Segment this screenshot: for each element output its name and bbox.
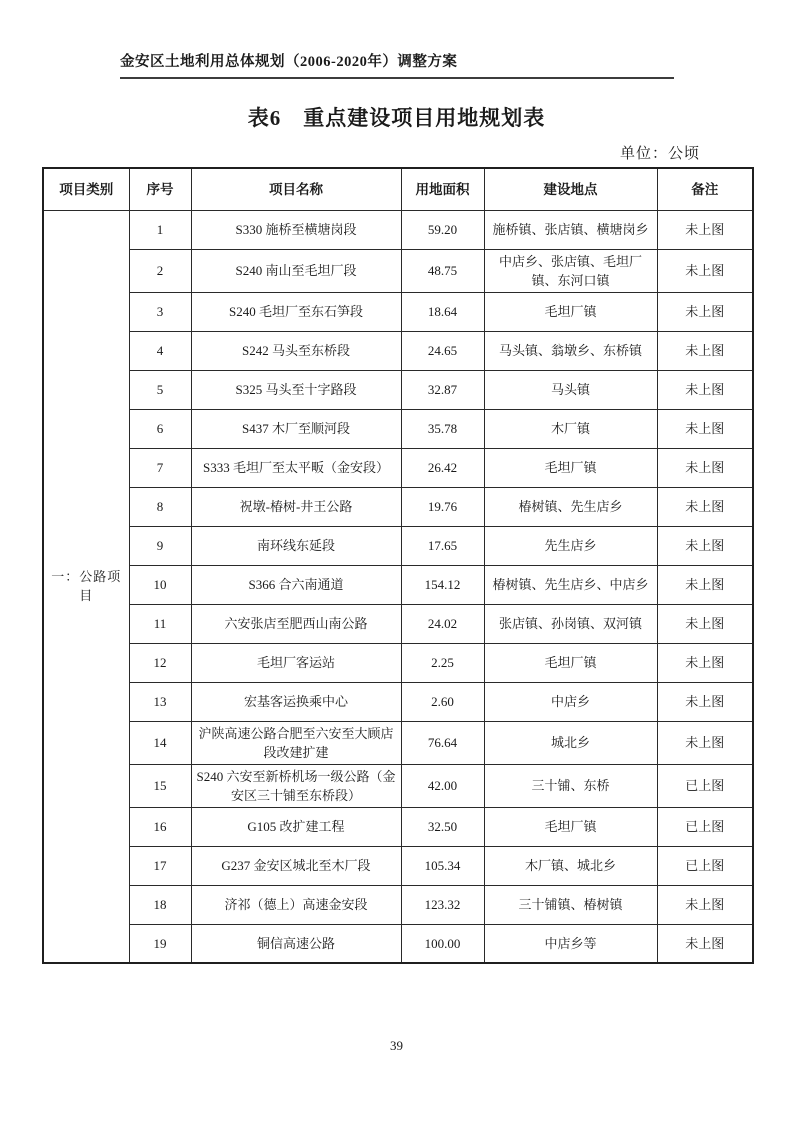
note-cell: 未上图 xyxy=(657,885,753,924)
note-cell: 未上图 xyxy=(657,526,753,565)
land-area-cell: 105.34 xyxy=(401,846,484,885)
location-cell: 中店乡、张店镇、毛坦厂镇、东河口镇 xyxy=(484,249,657,292)
note-cell: 已上图 xyxy=(657,846,753,885)
table-row xyxy=(43,604,753,643)
note-cell: 已上图 xyxy=(657,807,753,846)
location-cell: 先生店乡 xyxy=(484,526,657,565)
row-number-cell: 19 xyxy=(129,924,191,963)
table-row xyxy=(43,565,753,604)
project-name-cell: S242 马头至东桥段 xyxy=(191,331,401,370)
category-cell: 一：公路项目 xyxy=(43,210,129,963)
land-area-cell: 48.75 xyxy=(401,249,484,292)
note-cell: 未上图 xyxy=(657,409,753,448)
project-name-cell: G237 金安区城北至木厂段 xyxy=(191,846,401,885)
location-cell: 毛坦厂镇 xyxy=(484,292,657,331)
project-name-cell: S240 南山至毛坦厂段 xyxy=(191,249,401,292)
land-area-cell: 32.50 xyxy=(401,807,484,846)
project-name-cell: S330 施桥至横塘岗段 xyxy=(191,210,401,249)
table-row xyxy=(43,292,753,331)
note-cell: 未上图 xyxy=(657,487,753,526)
location-cell: 三十铺镇、椿树镇 xyxy=(484,885,657,924)
land-area-cell: 59.20 xyxy=(401,210,484,249)
row-number-cell: 8 xyxy=(129,487,191,526)
land-area-cell: 154.12 xyxy=(401,565,484,604)
unit-label: 单位：公顷 xyxy=(619,146,700,162)
row-number-cell: 17 xyxy=(129,846,191,885)
project-name-cell: 济祁（德上）高速金安段 xyxy=(191,885,401,924)
land-area-cell: 19.76 xyxy=(401,487,484,526)
row-number-cell: 18 xyxy=(129,885,191,924)
table-row xyxy=(43,526,753,565)
location-cell: 施桥镇、张店镇、横塘岗乡 xyxy=(484,210,657,249)
land-area-cell: 24.02 xyxy=(401,604,484,643)
location-cell: 马头镇 xyxy=(484,370,657,409)
row-number-cell: 16 xyxy=(129,807,191,846)
note-cell: 未上图 xyxy=(657,682,753,721)
location-cell: 张店镇、孙岗镇、双河镇 xyxy=(484,604,657,643)
location-cell: 城北乡 xyxy=(484,721,657,764)
col-header-number: 序号 xyxy=(129,168,191,210)
col-header-area: 用地面积 xyxy=(401,168,484,210)
location-cell: 毛坦厂镇 xyxy=(484,807,657,846)
table-row xyxy=(43,448,753,487)
table-row xyxy=(43,249,753,292)
land-area-cell: 26.42 xyxy=(401,448,484,487)
project-name-cell: 铜信高速公路 xyxy=(191,924,401,963)
row-number-cell: 10 xyxy=(129,565,191,604)
row-number-cell: 5 xyxy=(129,370,191,409)
note-cell: 未上图 xyxy=(657,643,753,682)
land-area-cell: 2.25 xyxy=(401,643,484,682)
note-cell: 未上图 xyxy=(657,370,753,409)
note-cell: 未上图 xyxy=(657,604,753,643)
land-area-cell: 18.64 xyxy=(401,292,484,331)
location-cell: 毛坦厂镇 xyxy=(484,643,657,682)
table-row xyxy=(43,409,753,448)
table-row xyxy=(43,210,753,249)
land-area-cell: 123.32 xyxy=(401,885,484,924)
row-number-cell: 13 xyxy=(129,682,191,721)
land-area-cell: 100.00 xyxy=(401,924,484,963)
project-name-cell: 沪陕高速公路合肥至六安至大顾店段改建扩建 xyxy=(191,721,401,764)
table-header xyxy=(43,168,753,210)
document-header-title: 金安区土地利用总体规划（2006-2020年）调整方案 xyxy=(120,50,674,79)
col-header-category: 项目类别 xyxy=(43,168,129,210)
land-area-cell: 35.78 xyxy=(401,409,484,448)
location-cell: 椿树镇、先生店乡 xyxy=(484,487,657,526)
land-area-cell: 32.87 xyxy=(401,370,484,409)
project-name-cell: S325 马头至十字路段 xyxy=(191,370,401,409)
row-number-cell: 7 xyxy=(129,448,191,487)
col-header-name: 项目名称 xyxy=(191,168,401,210)
table-row xyxy=(43,331,753,370)
table-row xyxy=(43,885,753,924)
project-name-cell: G105 改扩建工程 xyxy=(191,807,401,846)
col-header-note: 备注 xyxy=(657,168,753,210)
table-row xyxy=(43,682,753,721)
land-area-cell: 76.64 xyxy=(401,721,484,764)
location-cell: 毛坦厂镇 xyxy=(484,448,657,487)
location-cell: 木厂镇 xyxy=(484,409,657,448)
row-number-cell: 4 xyxy=(129,331,191,370)
table-row xyxy=(43,846,753,885)
table-title: 表6 重点建设项目用地规划表 xyxy=(247,106,546,130)
note-cell: 未上图 xyxy=(657,448,753,487)
table-row xyxy=(43,370,753,409)
row-number-cell: 15 xyxy=(129,764,191,807)
land-area-cell: 17.65 xyxy=(401,526,484,565)
table-row xyxy=(43,721,753,764)
row-number-cell: 9 xyxy=(129,526,191,565)
project-name-cell: 南环线东延段 xyxy=(191,526,401,565)
location-cell: 椿树镇、先生店乡、中店乡 xyxy=(484,565,657,604)
projects-table xyxy=(42,167,754,964)
note-cell: 未上图 xyxy=(657,924,753,963)
row-number-cell: 1 xyxy=(129,210,191,249)
note-cell: 未上图 xyxy=(657,292,753,331)
location-cell: 中店乡等 xyxy=(484,924,657,963)
table-body xyxy=(43,210,753,963)
col-header-location: 建设地点 xyxy=(484,168,657,210)
row-number-cell: 11 xyxy=(129,604,191,643)
note-cell: 未上图 xyxy=(657,565,753,604)
land-area-cell: 42.00 xyxy=(401,764,484,807)
project-name-cell: S437 木厂至顺河段 xyxy=(191,409,401,448)
note-cell: 未上图 xyxy=(657,331,753,370)
project-name-cell: 祝墩-椿树-井王公路 xyxy=(191,487,401,526)
location-cell: 木厂镇、城北乡 xyxy=(484,846,657,885)
header-row xyxy=(43,168,753,210)
table-row xyxy=(43,924,753,963)
project-name-cell: S366 合六南通道 xyxy=(191,565,401,604)
table-row xyxy=(43,807,753,846)
table-row xyxy=(43,643,753,682)
note-cell: 已上图 xyxy=(657,764,753,807)
location-cell: 三十铺、东桥 xyxy=(484,764,657,807)
note-cell: 未上图 xyxy=(657,721,753,764)
table-row xyxy=(43,764,753,807)
project-name-cell: S240 毛坦厂至东石笋段 xyxy=(191,292,401,331)
land-area-cell: 2.60 xyxy=(401,682,484,721)
land-area-cell: 24.65 xyxy=(401,331,484,370)
location-cell: 中店乡 xyxy=(484,682,657,721)
row-number-cell: 2 xyxy=(129,249,191,292)
project-name-cell: 六安张店至肥西山南公路 xyxy=(191,604,401,643)
project-name-cell: S240 六安至新桥机场一级公路（金安区三十铺至东桥段） xyxy=(191,764,401,807)
table-row xyxy=(43,487,753,526)
project-name-cell: 宏基客运换乘中心 xyxy=(191,682,401,721)
project-name-cell: S333 毛坦厂至太平畈（金安段） xyxy=(191,448,401,487)
page-number: 39 xyxy=(390,1038,403,1053)
project-name-cell: 毛坦厂客运站 xyxy=(191,643,401,682)
row-number-cell: 12 xyxy=(129,643,191,682)
location-cell: 马头镇、翁墩乡、东桥镇 xyxy=(484,331,657,370)
row-number-cell: 14 xyxy=(129,721,191,764)
row-number-cell: 3 xyxy=(129,292,191,331)
row-number-cell: 6 xyxy=(129,409,191,448)
note-cell: 未上图 xyxy=(657,210,753,249)
note-cell: 未上图 xyxy=(657,249,753,292)
